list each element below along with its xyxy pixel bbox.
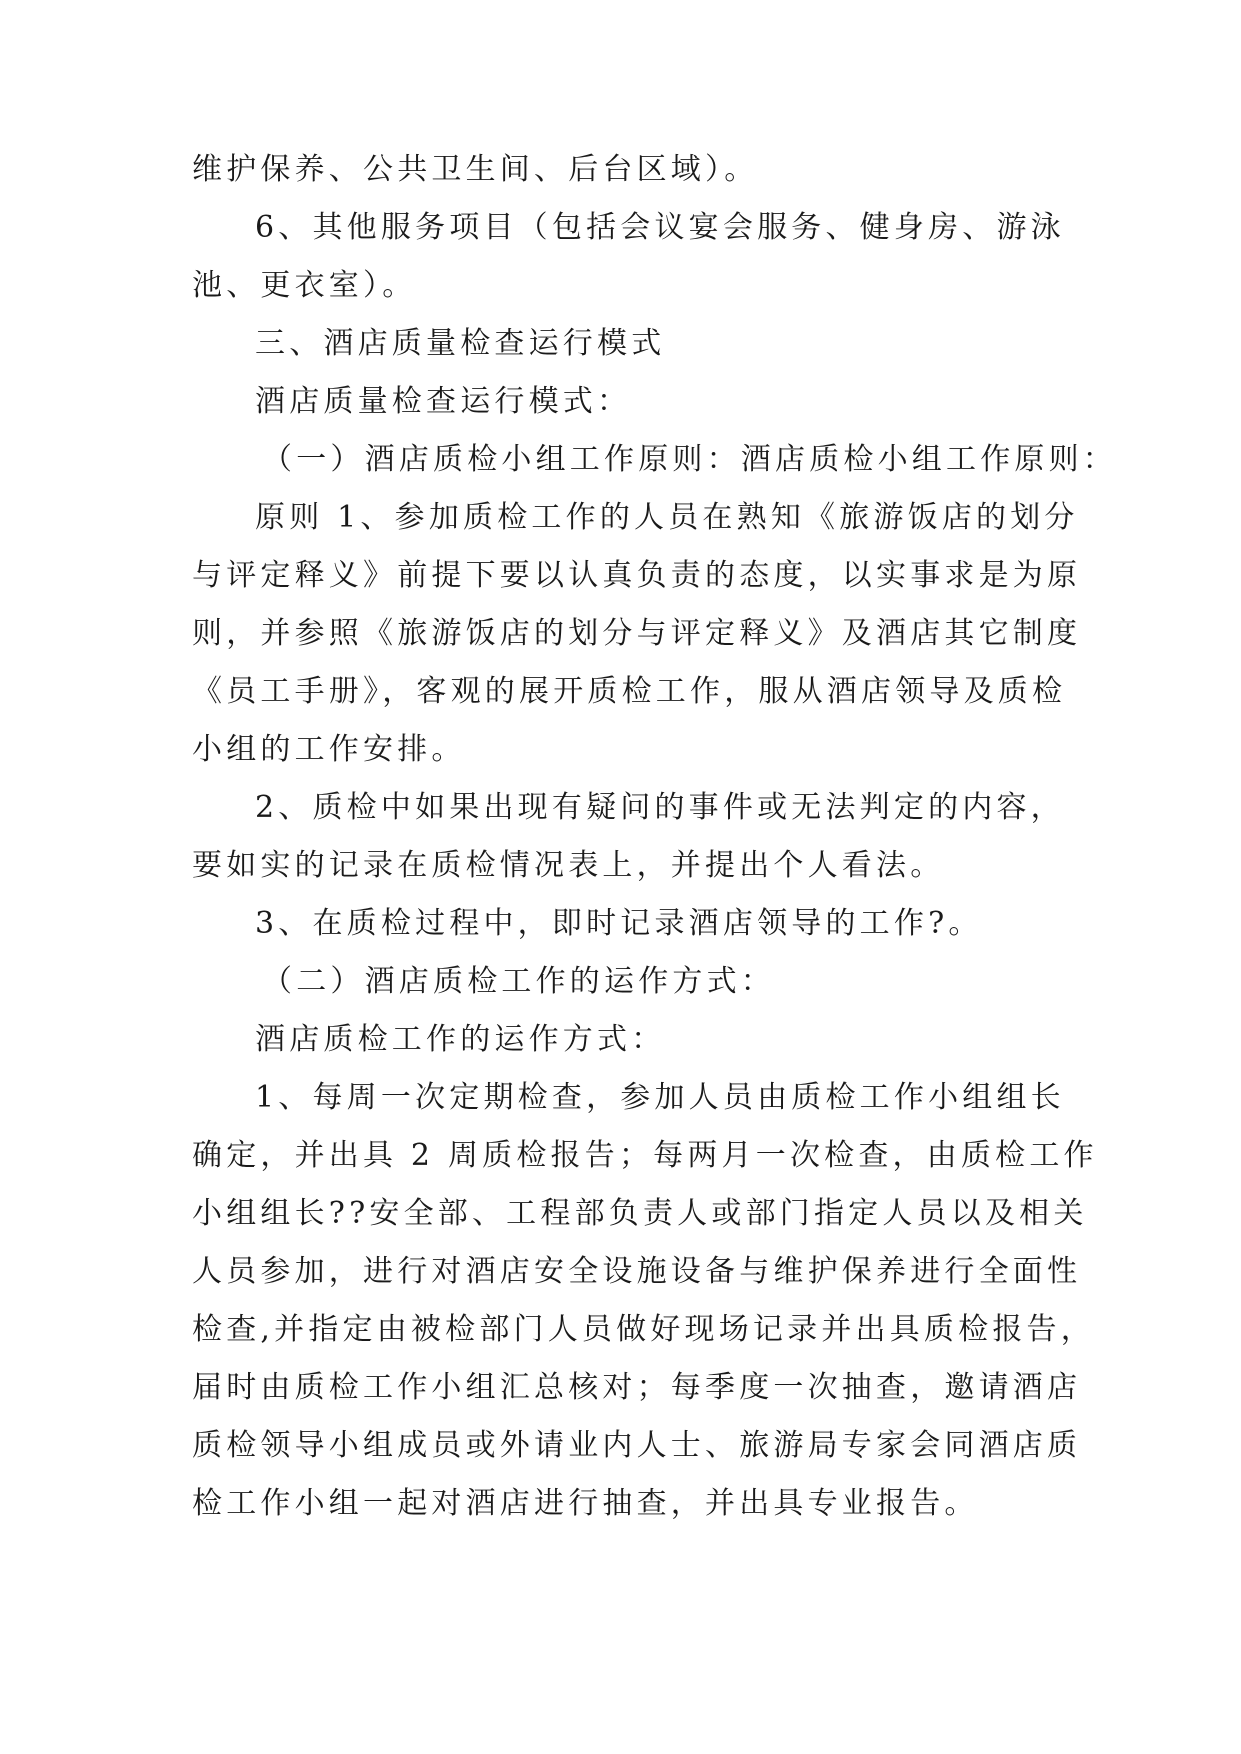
text-line: 池、更衣室）。 xyxy=(192,268,417,303)
text-line: 维护保养、公共卫生间、后台区域）。 xyxy=(192,152,759,187)
text-line: 原则 1、参加质检工作的人员在熟知《旅游饭店的划分 xyxy=(255,500,1079,535)
text-line: 与评定释义》前提下要以认真负责的态度，以实事求是为原 xyxy=(192,558,1082,593)
text-line: 2、质检中如果出现有疑问的事件或无法判定的内容， xyxy=(255,790,1065,825)
text-line: 小组组长??安全部、工程部负责人或部门指定人员以及相关 xyxy=(192,1196,1088,1231)
text-line: 则，并参照《旅游饭店的划分与评定释义》及酒店其它制度 xyxy=(192,616,1082,651)
text-line: 3、在质检过程中，即时记录酒店领导的工作?。 xyxy=(255,906,983,941)
text-line: 质检领导小组成员或外请业内人士、旅游局专家会同酒店质 xyxy=(192,1428,1082,1463)
text-line: 酒店质量检查运行模式： xyxy=(255,384,632,419)
section-heading: 三、酒店质量检查运行模式 xyxy=(255,326,666,361)
text-line: 酒店质检工作的运作方式： xyxy=(255,1022,666,1057)
text-line: 《员工手册》，客观的展开质检工作，服从酒店领导及质检 xyxy=(192,674,1067,709)
text-line: 6、其他服务项目（包括会议宴会服务、健身房、游泳 xyxy=(255,210,1065,245)
text-line: 检工作小组一起对酒店进行抽查，并出具专业报告。 xyxy=(192,1486,979,1521)
text-line: 检查,并指定由被检部门人员做好现场记录并出具质检报告， xyxy=(192,1312,1095,1347)
text-line: 要如实的记录在质检情况表上，并提出个人看法。 xyxy=(192,848,945,883)
subsection-heading: （一）酒店质检小组工作原则：酒店质检小组工作原则： xyxy=(262,442,1117,477)
subsection-heading: （二）酒店质检工作的运作方式： xyxy=(262,964,775,999)
text-line: 届时由质检工作小组汇总核对；每季度一次抽查，邀请酒店 xyxy=(192,1370,1082,1405)
text-line: 确定，并出具 2 周质检报告；每两月一次检查，由质检工作 xyxy=(192,1138,1098,1173)
text-line: 小组的工作安排。 xyxy=(192,732,466,767)
text-line: 人员参加，进行对酒店安全设施设备与维护保养进行全面性 xyxy=(192,1254,1082,1289)
text-line: 1、每周一次定期检查，参加人员由质检工作小组组长 xyxy=(255,1080,1065,1115)
